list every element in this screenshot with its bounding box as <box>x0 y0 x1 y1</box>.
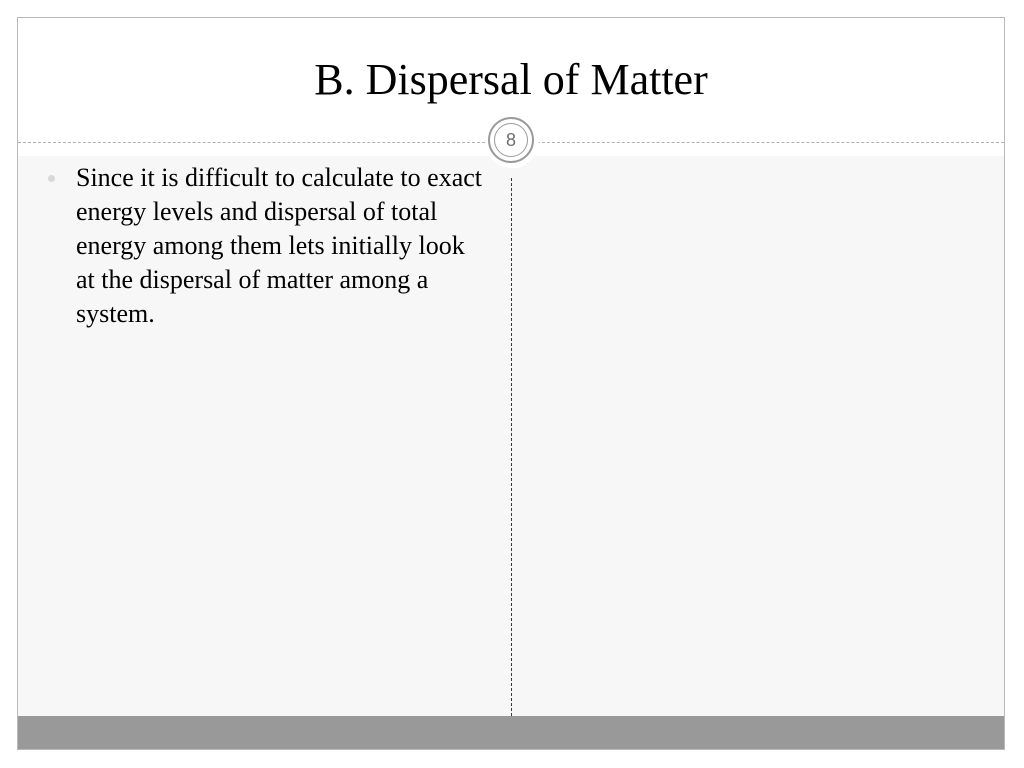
bullet-text: Since it is difficult to calculate to exact energy levels and dispersal of total energy among them lets initially look at the dispersal of matter among a system. <box>76 163 482 328</box>
slide-title: B. Dispersal of Matter <box>314 55 708 104</box>
slide <box>17 17 1005 750</box>
page-number: 8 <box>494 123 528 157</box>
bullet-item <box>46 161 486 331</box>
column-divider <box>511 178 512 716</box>
bullet-list <box>46 161 486 331</box>
page-number-badge <box>488 117 534 163</box>
bullet-icon <box>48 175 55 182</box>
footer-bar <box>18 716 1004 749</box>
